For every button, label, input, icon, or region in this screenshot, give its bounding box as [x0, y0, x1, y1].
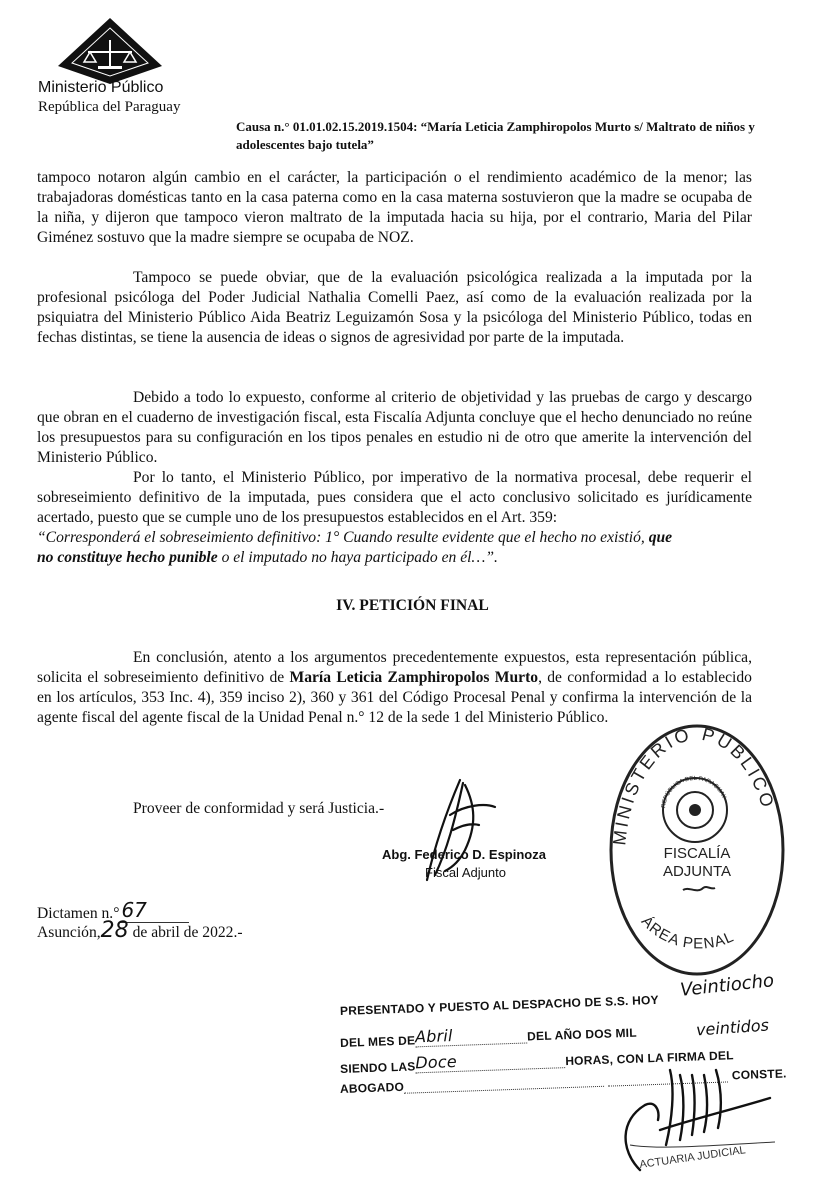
date-day: 28: [100, 918, 129, 943]
svg-text:REPÚBLICA DEL PARAGUAY: REPÚBLICA DEL PARAGUAY: [661, 775, 727, 809]
petition-part2: , de conformidad a lo establecido en los artículos, 353 Inc. 4), 359 inciso 2), 360 y 361 del Código Procesal Penal y confirma la intervención de la agente fiscal del agente fiscal de la Unidad Penal n.° 12 de la sede 1 del Ministerio Público.: [37, 669, 752, 726]
svg-text:ADJUNTA: ADJUNTA: [662, 863, 732, 880]
presentado-line-2: DEL MES DEAbril DEL AÑO DOS MIL: [340, 1020, 637, 1050]
legal-quote-line-2: [37, 548, 752, 568]
official-stamp-icon: [603, 718, 788, 980]
petition-part1: En conclusión, atento a los argumentos precedentemente expuestos, esta representación pública, solicita el sobreseimiento definitivo de: [37, 649, 752, 686]
handwritten-year: veintidos: [695, 1015, 770, 1040]
svg-text:FISCALÍA: FISCALÍA: [663, 845, 731, 862]
actuaria-signature-icon: [600, 1050, 790, 1185]
ministerio-publico-logo-icon: [58, 18, 162, 84]
svg-text:ACTUARIA JUDICIAL: ACTUARIA JUDICIAL: [638, 1144, 747, 1171]
institution-country: República del Paraguay: [38, 99, 181, 115]
legal-quote-line-1: [37, 528, 752, 548]
handwritten-hour: Doce: [414, 1051, 458, 1073]
petition-name: María Leticia Zamphiropolos Murto: [289, 669, 539, 686]
institution-name: Ministerio Público: [38, 79, 164, 96]
case-reference: Causa n.° 01.01.02.15.2019.1504: “María Leticia Zamphiropolos Murto s/ Maltrato de niños y adolescentes bajo tutela”: [236, 119, 755, 152]
paragraph-petition: [37, 648, 752, 728]
legal-quote-a: “Corresponderá el sobreseimiento definitivo: 1° Cuando resulte evidente que el hecho no existió,: [37, 529, 645, 546]
paragraph-testimonies: tampoco notaron algún cambio en el carácter, la participación o el rendimiento académico de la menor; las trabajadoras domésticas tanto en la casa paterna como en la casa materna sostuvieron que la madre se ocupaba de la niña, y dijeron que tampoco vieron maltrato de la imputada hacia su hija, por el contrario, Maria del Pilar Giménez sostuvo que la madre siempre se ocupaba de NOZ.: [37, 169, 752, 246]
svg-text:MINISTERIO PÚBLICO: MINISTERIO PÚBLICO: [609, 723, 779, 847]
document-date: [37, 918, 243, 943]
presentado-line-3: SIENDO LASDoce HORAS, CON LA FIRMA DEL: [339, 1048, 734, 1076]
date-rest: de abril de 2022.-: [132, 924, 243, 941]
dictamen-value: 67: [121, 898, 147, 922]
paragraph-evaluations: Tampoco se puede obviar, que de la evaluación psicológica realizada a la imputada por la profesional psicóloga del Poder Judicial Nathalia Comelli Paez, así como de la evaluación realizada por la psiquiatra del Ministerio Público Aida Beatriz Leguizamón Sosa y la psicóloga del Ministerio Público, todas en fechas distintas, se tiene la ausencia de ideas o signos de agresividad por parte de la imputada.: [37, 269, 752, 346]
legal-quote-b: que: [648, 529, 673, 546]
signatory-role: Fiscal Adjunto: [425, 865, 506, 880]
closing-formula: Proveer de conformidad y será Justicia.-: [133, 800, 385, 817]
svg-text:ÁREA PENAL: ÁREA PENAL: [637, 912, 737, 953]
dictamen-label: Dictamen n.°: [37, 905, 120, 922]
legal-quote-c: no constituye hecho punible: [37, 549, 218, 566]
paragraph-request: Por lo tanto, el Ministerio Público, por imperativo de la normativa procesal, debe requerir el sobreseimiento definitivo de la imputada, pues considera que el acto conclusivo solicitado es jurídicamente acertado, puesto que se cumple uno de los presupuestos establecidos en el Art. 359:: [37, 469, 752, 526]
signatory-name: Abg. Federico D. Espinoza: [382, 847, 546, 862]
paragraph-conclusion: Debido a todo lo expuesto, conforme al criterio de objetividad y las pruebas de cargo y descargo que obran en el cuaderno de investigación fiscal, esta Fiscalía Adjunta concluye que el hecho denunciado no reúne los presupuestos para su configuración en los tipos penales en estudio ni de otro que amerite la intervención del Ministerio Público.: [37, 389, 752, 466]
section-title: IV. PETICIÓN FINAL: [336, 597, 489, 614]
handwritten-day: Veintiocho: [679, 970, 775, 1001]
legal-quote-d: o el imputado no haya participado en él…”.: [221, 549, 498, 566]
handwritten-month: Abril: [414, 1026, 453, 1047]
presentado-line-1: PRESENTADO Y PUESTO AL DESPACHO DE S.S. HOY: [339, 992, 659, 1018]
presentado-line-4: ABOGADOCONSTE.: [339, 1066, 787, 1096]
date-place: Asunción,: [37, 924, 101, 941]
